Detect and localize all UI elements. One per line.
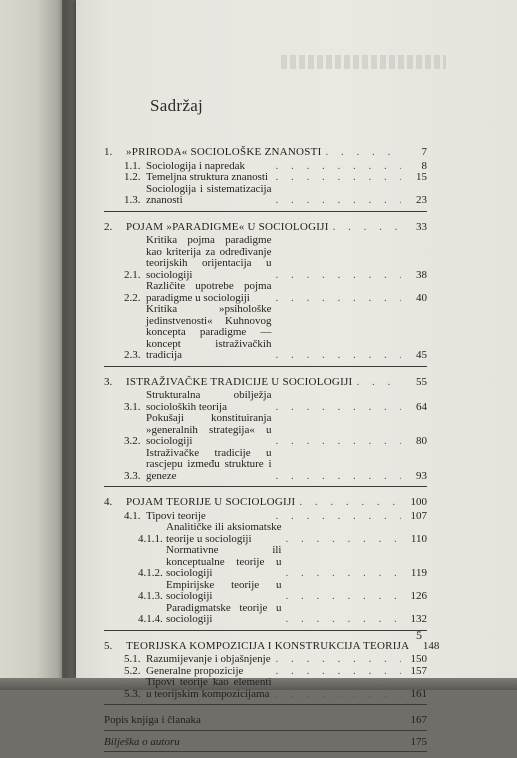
appendix-page: 175 <box>410 735 427 748</box>
dot-leader <box>276 270 402 282</box>
entry-page: 107 <box>410 509 427 522</box>
entry-page: 38 <box>416 268 427 281</box>
entry-number: 5.1. <box>124 653 141 665</box>
entry-title: Različite upotrebe pojma paradigme u sociologiji <box>146 280 272 304</box>
entry-number: 3.1. <box>124 400 141 413</box>
entry-page: 8 <box>421 159 427 172</box>
entry-title: Istraživačke tradicije u rascjepu između strukture i geneze <box>146 446 272 482</box>
dot-leader <box>276 195 402 207</box>
chapter-page: 55 <box>416 375 427 388</box>
dot-leader <box>276 511 402 523</box>
chapter-page: 148 <box>422 639 440 652</box>
chapter-title: »PRIRODA« SOCIOLOŠKE ZNANOSTI <box>126 146 322 158</box>
entry-number: 5.2. <box>124 664 141 677</box>
chapter-title-line <box>104 639 440 653</box>
entry-title: Tipovi teorije kao elementi u teorijskim kompozicijama <box>146 676 272 700</box>
toc-entry <box>104 184 427 207</box>
dot-leader <box>276 471 402 483</box>
chapter-page: 33 <box>416 220 427 233</box>
dot-leader <box>276 402 402 414</box>
chapter-title: ISTRAŽIVAČKE TRADICIJE U SOCIOLOGIJI <box>126 375 353 388</box>
toc-entry <box>104 654 427 666</box>
entry-page: 15 <box>416 171 427 183</box>
toc-chapter <box>104 497 427 631</box>
dot-leader <box>299 497 401 509</box>
toc-entry <box>104 522 427 545</box>
chapter-page: 7 <box>421 146 427 158</box>
appendix-page: 167 <box>410 714 427 726</box>
dot-leader <box>286 591 402 603</box>
chapter-number: 2. <box>104 220 113 233</box>
toc-appendix <box>104 715 427 731</box>
toc-entry <box>104 304 427 362</box>
toc-appendix <box>104 737 427 753</box>
dot-leader <box>286 534 402 546</box>
entry-title: Generalne propozicije <box>146 664 244 677</box>
entry-number: 3.2. <box>124 435 141 447</box>
toc-entry <box>104 545 427 580</box>
chapter-title-line <box>104 377 427 389</box>
dot-leader <box>286 568 402 580</box>
entry-page: 64 <box>416 400 427 413</box>
entry-page: 119 <box>410 567 427 579</box>
toc-entry <box>104 172 427 184</box>
page-folio: 5 <box>416 628 422 642</box>
entry-title: Empirijske teorije u sociologiji <box>166 578 282 602</box>
entry-title: Normativne ili konceptualne teorije u sociologiji <box>166 544 282 579</box>
toc-entry <box>104 580 427 603</box>
entry-page: 150 <box>410 653 427 665</box>
toc-chapter <box>104 377 427 488</box>
chapter-title-line <box>104 497 427 509</box>
entry-page: 23 <box>416 194 427 206</box>
facing-page <box>0 0 66 690</box>
entry-number: 2.1. <box>124 268 141 281</box>
entry-page: 132 <box>410 613 427 625</box>
toc-chapter <box>104 147 427 212</box>
entry-number: 5.3. <box>124 687 141 700</box>
toc-entry <box>104 390 427 413</box>
entry-title: Kritika pojma paradigme kao kriterija za određivanje teorijskih orijentacija u sociologiji <box>146 234 272 281</box>
chapter-page: 100 <box>410 496 427 508</box>
dot-leader <box>325 147 401 159</box>
entry-page: 40 <box>416 291 427 304</box>
toc-entry <box>104 413 427 448</box>
entry-page: 80 <box>416 435 427 447</box>
chapter-title-line <box>104 147 427 159</box>
entry-page: 93 <box>416 469 427 482</box>
entry-page: 110 <box>410 532 427 545</box>
dot-leader <box>276 436 402 448</box>
appendix-title: Popis knjiga i članaka <box>104 714 201 726</box>
entry-number: 4.1. <box>124 509 141 522</box>
dot-leader <box>276 293 402 305</box>
entry-title: Sociologija i napredak <box>146 159 245 172</box>
entry-title: Kritika »psihološke jedinstvenosti« Kuhnovog koncepta paradigme — koncept istraživačkih tradicija <box>146 303 272 361</box>
entry-number: 4.1.2. <box>138 567 163 579</box>
page-heading: Sadržaj <box>150 96 204 115</box>
entry-number: 2.3. <box>124 349 141 361</box>
dot-leader <box>276 161 402 173</box>
entry-title: Sociologija i sistematizacija znanosti <box>146 182 272 206</box>
entry-number: 3.3. <box>124 469 141 482</box>
chapter-title: POJAM TEORIJE U SOCIOLOGIJI <box>126 496 296 508</box>
appendix-title: Bilješka o autoru <box>104 735 180 748</box>
entry-title: Paradigmatske teorije u sociologiji <box>166 601 282 625</box>
table-of-contents <box>104 146 440 758</box>
toc-entry <box>104 677 427 700</box>
entry-number: 4.1.4. <box>138 613 163 625</box>
chapter-title-line <box>104 222 427 234</box>
dot-leader <box>276 689 402 701</box>
dot-leader <box>276 350 402 362</box>
entry-page: 45 <box>416 349 427 361</box>
entry-page: 126 <box>410 590 427 602</box>
entry-number: 2.2. <box>124 291 141 304</box>
chapter-number: 3. <box>104 375 113 388</box>
entry-title: Razumijevanje i objašnjenje <box>146 653 271 665</box>
entry-number: 1.1. <box>124 159 141 172</box>
toc-entry <box>104 603 427 626</box>
entry-page: 161 <box>410 687 427 700</box>
dot-leader <box>276 172 402 184</box>
entry-title: Analitičke ili aksiomatske teorije u sociologiji <box>166 521 282 545</box>
dot-leader <box>276 666 402 678</box>
dot-leader <box>286 614 402 626</box>
entry-number: 4.1.1. <box>138 532 163 545</box>
entry-title: Strukturalna obilježja socioloških teorija <box>146 389 272 413</box>
toc-chapter <box>104 639 440 706</box>
entry-page: 157 <box>410 664 427 677</box>
entry-title: Temeljna struktura znanosti <box>146 171 269 183</box>
dot-leader <box>333 222 401 234</box>
dot-leader <box>356 377 401 389</box>
entry-title: Tipovi teorije <box>146 509 206 522</box>
toc-entry <box>104 281 427 304</box>
toc-entry <box>104 448 427 483</box>
chapter-number: 4. <box>104 496 113 508</box>
entry-number: 1.2. <box>124 171 141 183</box>
entry-number: 4.1.3. <box>138 590 163 602</box>
chapter-title: POJAM »PARADIGME« U SOCIOLOGIJI <box>126 220 329 233</box>
entry-number: 1.3. <box>124 194 141 206</box>
chapter-title: TEORIJSKA KOMPOZICIJA I KONSTRUKCIJA TEORIJA <box>126 639 410 652</box>
dot-leader <box>276 654 402 666</box>
entry-title: Pokušaji konstituiranja »generalnih strategija« u sociologiji <box>146 412 272 447</box>
toc-entry <box>104 235 427 281</box>
chapter-number: 5. <box>104 639 113 652</box>
toc-chapter <box>104 222 427 367</box>
chapter-number: 1. <box>104 146 113 158</box>
show-through-text <box>281 55 446 69</box>
